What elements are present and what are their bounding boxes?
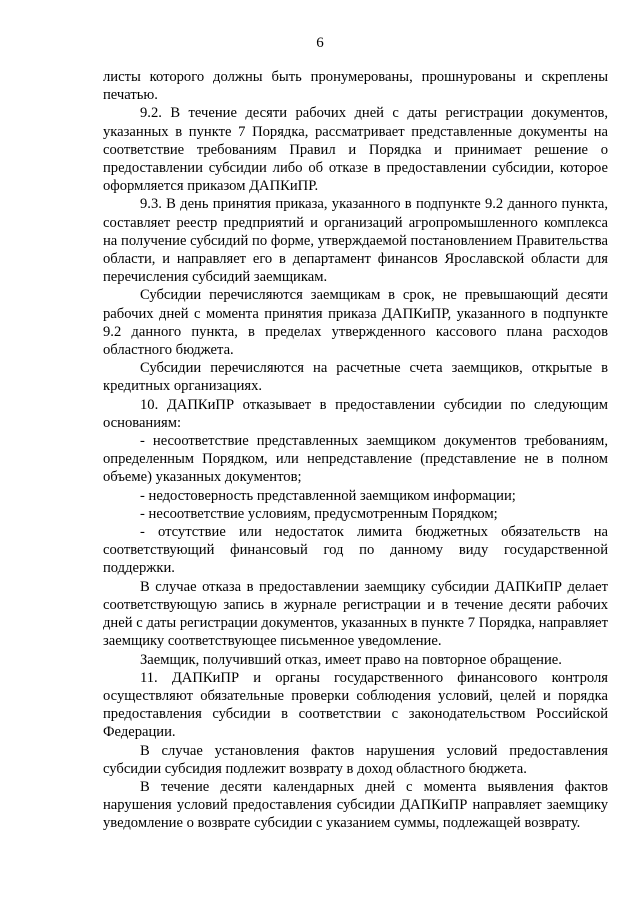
document-body <box>103 68 608 833</box>
paragraph-violation-return: В случае установления фактов нарушения условий предоставления субсидии субсидия подлежит возврату в доход областного бюджета. <box>103 742 608 777</box>
paragraph-9-2: 9.2. В течение десяти рабочих дней с даты регистрации документов, указанных в пункте 7 Порядка, рассматривает представленные документы на соответствие требованиям Правил и Порядка и принимает решение о предоставлении субсидии либо об отказе в предоставлении субсидии, которое оформляется приказом ДАПКиПР. <box>103 105 608 195</box>
paragraph-9-3: 9.3. В день принятия приказа, указанного в подпункте 9.2 данного пункта, составляет реестр предприятий и организаций агропромышленного комплекса на получение субсидий по форме, утверждаемой постановлением Правительства области, и направляет его в департамент финансов Ярославской области для перечисления субсидий заемщикам. <box>103 196 608 286</box>
paragraph-refusal-notice: В случае отказа в предоставлении заемщику субсидии ДАПКиПР делает соответствующую запись в журнале регистрации и в течение десяти рабочих дней с даты регистрации документов, указанных в пункте 7 Порядка, направляет заемщику соответствующее письменное уведомление. <box>103 578 608 650</box>
list-item-refusal-2: - недостоверность представленной заемщиком информации; <box>140 487 516 504</box>
list-item-refusal-4: - отсутствие или недостаток лимита бюджетных обязательств на соответствующий финансовый год по данному виду государственной поддержки. <box>103 524 608 577</box>
paragraph-subsidy-transfer-term: Субсидии перечисляются заемщикам в срок, не превышающий десяти рабочих дней с момента принятия приказа ДАПКиПР, указанного в подпункте 9.2 данного пункта, в пределах утвержденного кассового плана расходов областного бюджета. <box>103 287 608 359</box>
paragraph-continuation: листы которого должны быть пронумерованы, прошнурованы и скреплены печатью. <box>103 69 608 104</box>
list-item-refusal-3: - несоответствие условиям, предусмотренным Порядком; <box>140 505 498 522</box>
paragraph-repeat-application: Заемщик, получивший отказ, имеет право на повторное обращение. <box>140 651 562 668</box>
list-item-refusal-1: - несоответствие представленных заемщиком документов требованиям, определенным Порядком, или непредставление (представление не в полном объеме) указанных документов; <box>103 433 608 486</box>
paragraph-return-notice: В течение десяти календарных дней с момента выявления фактов нарушения условий предоставления субсидии ДАПКиПР направляет заемщику уведомление о возврате субсидии с указанием суммы, подлежащей возврату. <box>103 778 608 832</box>
paragraph-10: 10. ДАПКиПР отказывает в предоставлении субсидии по следующим основаниям: <box>103 396 608 431</box>
page-number: 6 <box>316 35 324 51</box>
paragraph-11: 11. ДАПКиПР и органы государственного финансового контроля осуществляют обязательные проверки соблюдения условий, целей и порядка предоставления субсидии в соответствии с законодательством Российской Федерации. <box>103 669 608 741</box>
paragraph-subsidy-accounts: Субсидии перечисляются на расчетные счета заемщиков, открытые в кредитных организациях. <box>103 360 608 395</box>
